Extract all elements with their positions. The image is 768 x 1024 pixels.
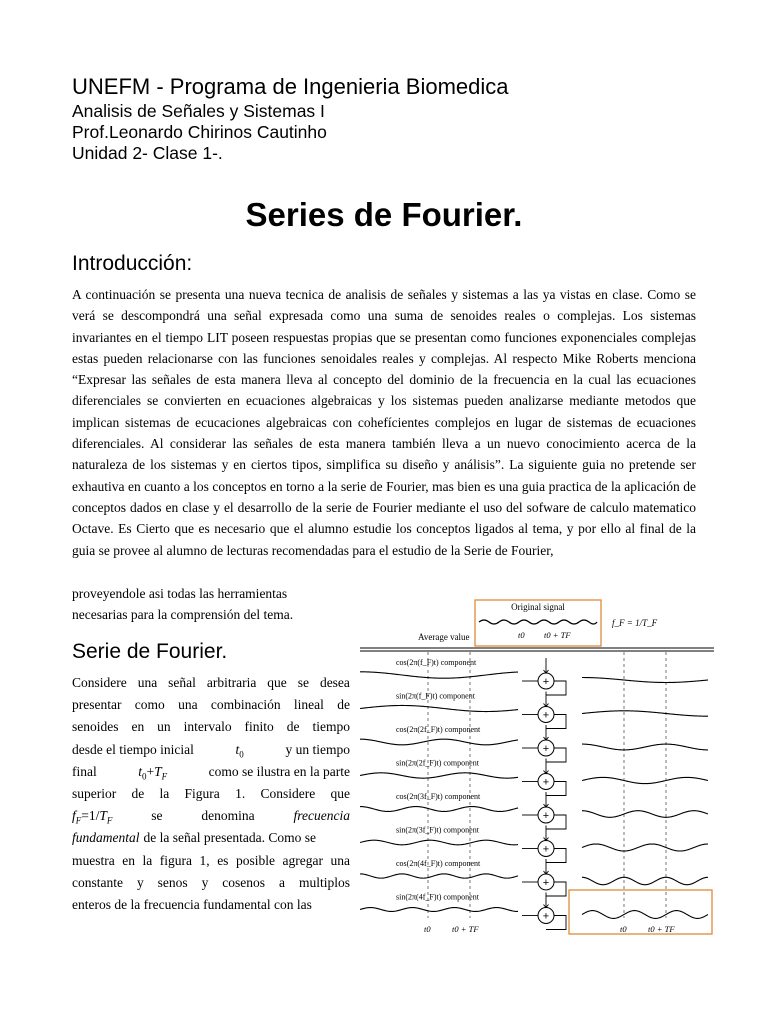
component-wave	[360, 908, 518, 912]
summer-input-arrow	[544, 859, 549, 874]
t0-axis-label: t0	[424, 924, 431, 934]
word: en	[122, 852, 136, 868]
serie-line-6	[72, 783, 350, 805]
component-wave	[360, 672, 518, 678]
component-wave	[360, 807, 518, 812]
fundamental-frequency-formula: f_F = 1/T_F	[612, 618, 658, 628]
word: combinación	[210, 697, 281, 713]
text: fundamental	[72, 830, 140, 846]
word: Figura	[184, 785, 220, 801]
component-label: cos(2π(f_F)t) component	[396, 658, 477, 667]
math-ff: $f_F=1/T_F$	[72, 808, 113, 826]
summer-input-arrow	[544, 725, 549, 740]
word: que	[267, 675, 287, 690]
summer-input-arrow	[544, 759, 549, 774]
text: denomina	[201, 808, 255, 824]
summer-plus: +	[542, 843, 550, 856]
word: una	[178, 697, 198, 713]
component-label: sin(2π(f_F)t) component	[396, 691, 475, 701]
summer-plus: +	[542, 910, 550, 923]
component-label: sin(2π(4f_F)t) component	[396, 892, 479, 902]
summer-plus: +	[542, 776, 550, 789]
word: 1,	[199, 852, 210, 868]
course-name: Analisis de Señales y Sistemas I	[72, 101, 325, 121]
word: la	[142, 852, 153, 868]
word: y	[201, 874, 209, 890]
word: posible	[235, 852, 275, 868]
summer-input-arrow	[544, 658, 549, 673]
original-signal-label: Original signal	[511, 602, 565, 612]
t0-plus-tf-axis-label-right: t0 + TF	[648, 924, 675, 934]
serie-line-9	[72, 850, 350, 872]
average-value-label: Average value	[418, 632, 470, 642]
summer-plus: +	[542, 743, 550, 755]
word: agregar	[282, 852, 323, 868]
word: arbitraria	[206, 675, 257, 690]
word: constante	[72, 874, 123, 890]
intro-heading: Introducción:	[72, 252, 193, 275]
institution-header: UNEFM - Programa de Ingenieria Biomedica	[72, 74, 509, 99]
word: multiplos	[298, 874, 350, 890]
word: senoides	[72, 719, 119, 735]
serie-line-3	[72, 716, 350, 738]
component-wave	[360, 773, 518, 778]
original-signal-wave	[479, 620, 597, 624]
word: y	[136, 874, 144, 890]
serie-line-2	[72, 694, 350, 716]
summer-plus: +	[542, 810, 550, 822]
word: cosenos	[222, 874, 266, 890]
serie-line-7	[72, 805, 350, 827]
text: se	[151, 808, 163, 824]
unit-label: Unidad 2- Clase 1-.	[72, 143, 223, 163]
math-t0: $t_0$	[235, 741, 244, 760]
word: 1.	[235, 785, 246, 801]
serie-heading: Serie de Fourier.	[72, 640, 228, 663]
intro-paragraph: A continuación se presenta una nueva tecnica de analisis de señales y sistemas a las ya vistas en clase. Como se verá se descompondrá una señal expresada como una suma de senoides reales o complejas. Los sistemas invariantes en el tiempo LIT poseen respuestas propias que se presentan como funciones exponenciales complejas estas pueden relacionarse con las funciones senoidales reales y complejas. Al respecto Mike Roberts menciona “Expresar las señales de esta manera lleva al concepto del dominio de la frecuencia en la cual las ecuaciones diferenciales se convierten en ecuaciones algebraicas y los sistemas pueden analizarse mediante metodos que implican sistemas de ecucaciones algebraicas con cohefícientes complejos en lugar de sistemas de ecuaciones diferenciales. Al considerar las señales de esta manera también lleva a un nuevo conocimiento acerca de la naturaleza de los sistemas y en ciertos tipos, simplifica su diseño y análisis”. La siguiente guia no pretende ser exhautiva en cuanto a los conceptos en torno a la serie de Fourier, mas bien es una guia practica de la aplicación de conceptos dados en clase y el desarrollo de la serie de Fourier mediante el uso del sofware de calculo matematico Octave. Es Cierto que es necesario que el alumno estudie los conceptos ligados al tema, y por ello al final de la guia se provee al alumno de lecturas recomendadas para el estudio de la Serie de Fourier,	[72, 287, 696, 558]
component-label: sin(2π(2f_F)t) component	[396, 758, 479, 768]
intro-paragraph-tail-2: necesarias para la comprensión del tema.	[72, 607, 294, 622]
summer-plus: +	[542, 676, 550, 688]
math-t0-plus-tf: $t_0+T_F$	[138, 763, 168, 782]
fourier-decomposition-figure	[356, 596, 718, 940]
word: figura	[159, 852, 193, 868]
professor-name: Prof.Leonardo Chirinos Cautinho	[72, 122, 327, 142]
word: de	[131, 785, 145, 801]
word: en	[131, 719, 145, 735]
t0-axis-label-right: t0	[620, 924, 627, 934]
partial-sum-wave	[582, 777, 708, 783]
partial-sum-wave	[582, 844, 708, 851]
word: superior	[72, 785, 117, 801]
word: se	[297, 675, 309, 690]
summer-input-arrow	[544, 893, 549, 908]
intro-paragraph-tail-1: proveyendole asi todas las herramientas	[72, 586, 288, 601]
component-wave	[360, 874, 518, 878]
word: como	[134, 697, 165, 713]
component-wave	[360, 840, 518, 845]
serie-line-5	[72, 761, 350, 783]
text: de la señal presentada. Como se	[143, 830, 316, 846]
word: desea	[319, 675, 350, 690]
partial-sum-wave	[582, 678, 708, 683]
word: finito	[244, 719, 274, 735]
partial-sum-wave	[582, 744, 708, 750]
word: una	[330, 852, 350, 868]
text: como se ilustra en la parte	[208, 763, 350, 779]
serie-line-8	[72, 827, 350, 849]
t0-label: t0	[518, 630, 525, 640]
text: final	[72, 763, 97, 779]
document-title: Series de Fourier.	[245, 196, 523, 233]
serie-line-1	[72, 672, 350, 694]
word: lineal	[293, 697, 324, 713]
summer-plus: +	[542, 877, 550, 889]
summer-plus: +	[542, 709, 550, 722]
summer-input-arrow	[544, 692, 549, 707]
component-label: cos(2π(3f_F)t) component	[396, 792, 481, 801]
component-wave	[360, 705, 518, 711]
partial-sum-wave	[582, 811, 708, 818]
text: desde el tiempo inicial	[72, 741, 194, 757]
serie-line-11	[72, 894, 350, 916]
word: es	[217, 852, 229, 868]
word: de	[286, 719, 300, 735]
word: que	[330, 785, 350, 801]
t0-plus-tf-label: t0 + TF	[544, 630, 571, 640]
text: frecuencia	[293, 808, 350, 824]
word: Considere	[72, 675, 127, 690]
word: una	[137, 675, 158, 690]
word: la	[159, 785, 170, 801]
serie-line-4	[72, 739, 350, 761]
serie-line-10	[72, 872, 350, 894]
text: y un tiempo	[285, 741, 350, 757]
serie-paragraph	[72, 672, 350, 916]
word: intervalo	[183, 719, 232, 735]
component-rows	[360, 658, 708, 930]
component-label: sin(2π(3f_F)t) component	[396, 825, 479, 835]
word: de	[337, 697, 350, 713]
partial-sum-wave	[582, 877, 708, 884]
word: Considere	[260, 785, 316, 801]
summer-input-arrow	[544, 826, 549, 841]
word: un	[157, 719, 171, 735]
word: presentar	[72, 697, 122, 713]
partial-sum-wave	[582, 711, 708, 716]
partial-sum-wave	[582, 911, 708, 919]
component-label: cos(2π(2f_F)t) component	[396, 725, 481, 734]
component-wave	[360, 739, 518, 745]
word: a	[279, 874, 285, 890]
word: tiempo	[312, 719, 350, 735]
t0-plus-tf-axis-label: t0 + TF	[452, 924, 479, 934]
word: senos	[157, 874, 188, 890]
word: muestra	[72, 852, 115, 868]
component-label: cos(2π(4f_F)t) component	[396, 859, 481, 868]
text: enteros de la frecuencia fundamental con las	[72, 896, 312, 912]
word: señal	[168, 675, 196, 690]
summer-input-arrow	[544, 792, 549, 807]
